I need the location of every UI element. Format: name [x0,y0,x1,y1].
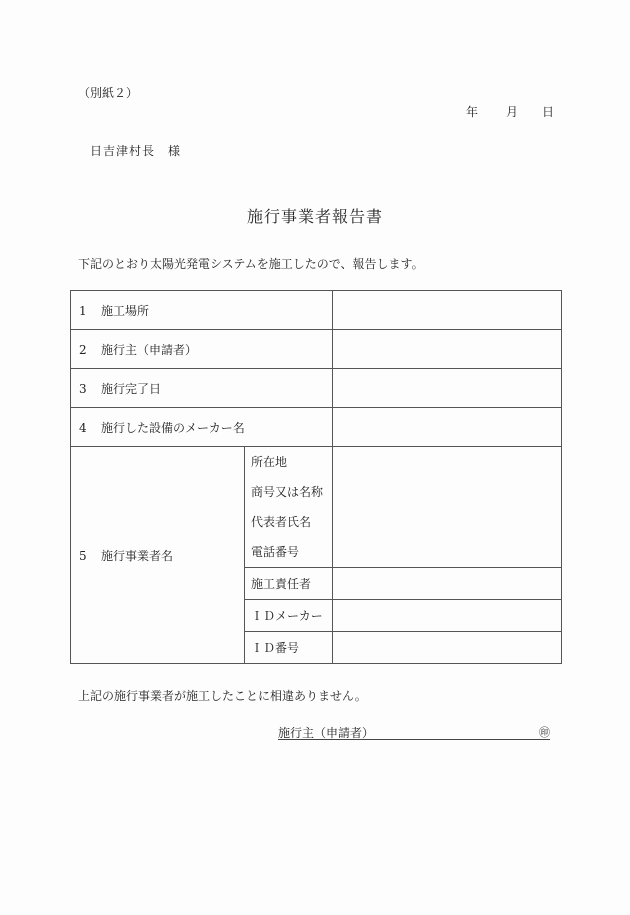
table-row [71,369,562,408]
representative-label: 代表者氏名 [251,515,312,529]
row-label: 1 施工場所 [71,291,333,330]
contractor-label: 5 施行事業者名 [71,447,245,664]
construction-site-field[interactable] [333,291,562,330]
site-manager-label: 施工責任者 [245,568,333,600]
id-number-field[interactable] [333,632,562,664]
id-maker-field[interactable] [333,600,562,632]
document-title: 施行事業者報告書 [246,207,383,226]
table-row [71,447,562,568]
date-month: 月 [506,105,519,119]
applicant-field[interactable] [333,330,562,369]
id-maker-label: ＩＤメーカー [245,600,333,632]
seal-icon: ㊞ [539,726,550,739]
manufacturer-field[interactable] [333,408,562,447]
company-name-label: 商号又は名称 [251,485,324,499]
address-label: 所在地 [251,455,288,469]
signature-line[interactable] [278,724,550,740]
completion-date-field[interactable] [333,369,562,408]
confirmation-text: 上記の施行事業者が施工したことに相違ありません。 [78,689,367,703]
date-year: 年 [466,105,479,119]
contractor-info-labels [245,447,333,568]
date-day: 日 [542,105,555,119]
recipient: 日吉津村長 様 [90,144,182,158]
intro-text: 下記のとおり太陽光発電システムを施工したので、報告します。 [78,257,424,271]
date-line [466,103,554,120]
report-table [70,290,562,664]
table-row [71,330,562,369]
row-label: 3 施行完了日 [71,369,333,408]
contractor-info-field[interactable] [333,447,562,568]
id-number-label: ＩＤ番号 [245,632,333,664]
row-label: 4 施行した設備のメーカー名 [71,408,333,447]
row-label: 2 施行主（申請者） [71,330,333,369]
phone-label: 電話番号 [251,545,300,559]
site-manager-field[interactable] [333,568,562,600]
table-row [71,291,562,330]
signature-label: 施行主（申請者） [278,726,375,740]
table-row [71,408,562,447]
annex-label: （別紙２） [78,86,139,100]
